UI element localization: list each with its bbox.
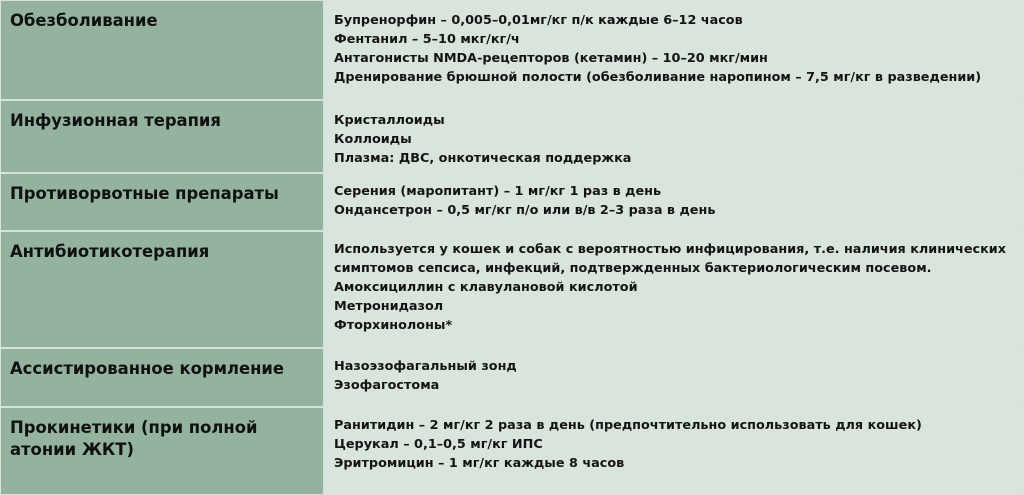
list-item: Плазма: ДВС, онкотическая поддержка	[334, 151, 632, 166]
row-items-cell	[324, 173, 1024, 231]
row-items-cell	[324, 231, 1024, 348]
row-category-cell	[0, 173, 324, 231]
list-item: Метронидазол	[334, 299, 444, 314]
list-item: Бупренорфин – 0,005–0,01мг/кг п/к каждые 6–12 часов	[334, 13, 743, 28]
category-analgesia: Обезболивание	[10, 11, 158, 30]
list-item: Ранитидин – 2 мг/кг 2 раза в день (предпочтительно использовать для кошек)	[334, 418, 922, 433]
category-infusion: Инфузионная терапия	[10, 111, 221, 130]
list-item: Назоэзофагальный зонд	[334, 359, 517, 374]
row-items-cell	[324, 348, 1024, 407]
list-item: Антагонисты NMDA-рецепторов (кетамин) – 10–20 мкг/мин	[334, 51, 768, 66]
list-item: Фторхинолоны*	[334, 318, 453, 333]
row-items-cell	[324, 100, 1024, 173]
list-item: симптомов сепсиса, инфекций, подтвержденных бактериологическим посевом.	[334, 261, 932, 276]
row-category-cell	[0, 231, 324, 348]
list-item: Фентанил – 5–10 мкг/кг/ч	[334, 32, 520, 47]
row-category-cell	[0, 100, 324, 173]
row-category-cell	[0, 407, 324, 495]
list-item: Амоксициллин с клавулановой кислотой	[334, 280, 638, 295]
list-item: Кристаллоиды	[334, 113, 445, 128]
list-item: Коллоиды	[334, 132, 412, 147]
list-item: Дренирование брюшной полости (обезболивание наропином – 7,5 мг/кг в разведении)	[334, 70, 982, 85]
list-item: Используется у кошек и собак с вероятностью инфицирования, т.е. наличия клинических	[334, 242, 1006, 257]
category-antibiotics: Антибиотикотерапия	[10, 242, 210, 261]
list-item: Церукал – 0,1–0,5 мг/кг ИПС	[334, 437, 543, 452]
category-prokinetics: Прокинетики (при полной атонии ЖКТ)	[10, 418, 258, 459]
category-assisted-feeding: Ассистированное кормление	[10, 359, 285, 378]
list-item: Эзофагостома	[334, 378, 440, 393]
row-category-cell	[0, 0, 324, 100]
category-antiemetics: Противорвотные препараты	[10, 184, 279, 203]
row-items-cell	[324, 0, 1024, 100]
row-items-cell	[324, 407, 1024, 495]
row-category-cell	[0, 348, 324, 407]
list-item: Ондансетрон – 0,5 мг/кг п/о или в/в 2–3 раза в день	[334, 203, 716, 218]
list-item: Серения (маропитант) – 1 мг/кг 1 раз в день	[334, 184, 662, 199]
list-item: Эритромицин – 1 мг/кг каждые 8 часов	[334, 456, 625, 471]
